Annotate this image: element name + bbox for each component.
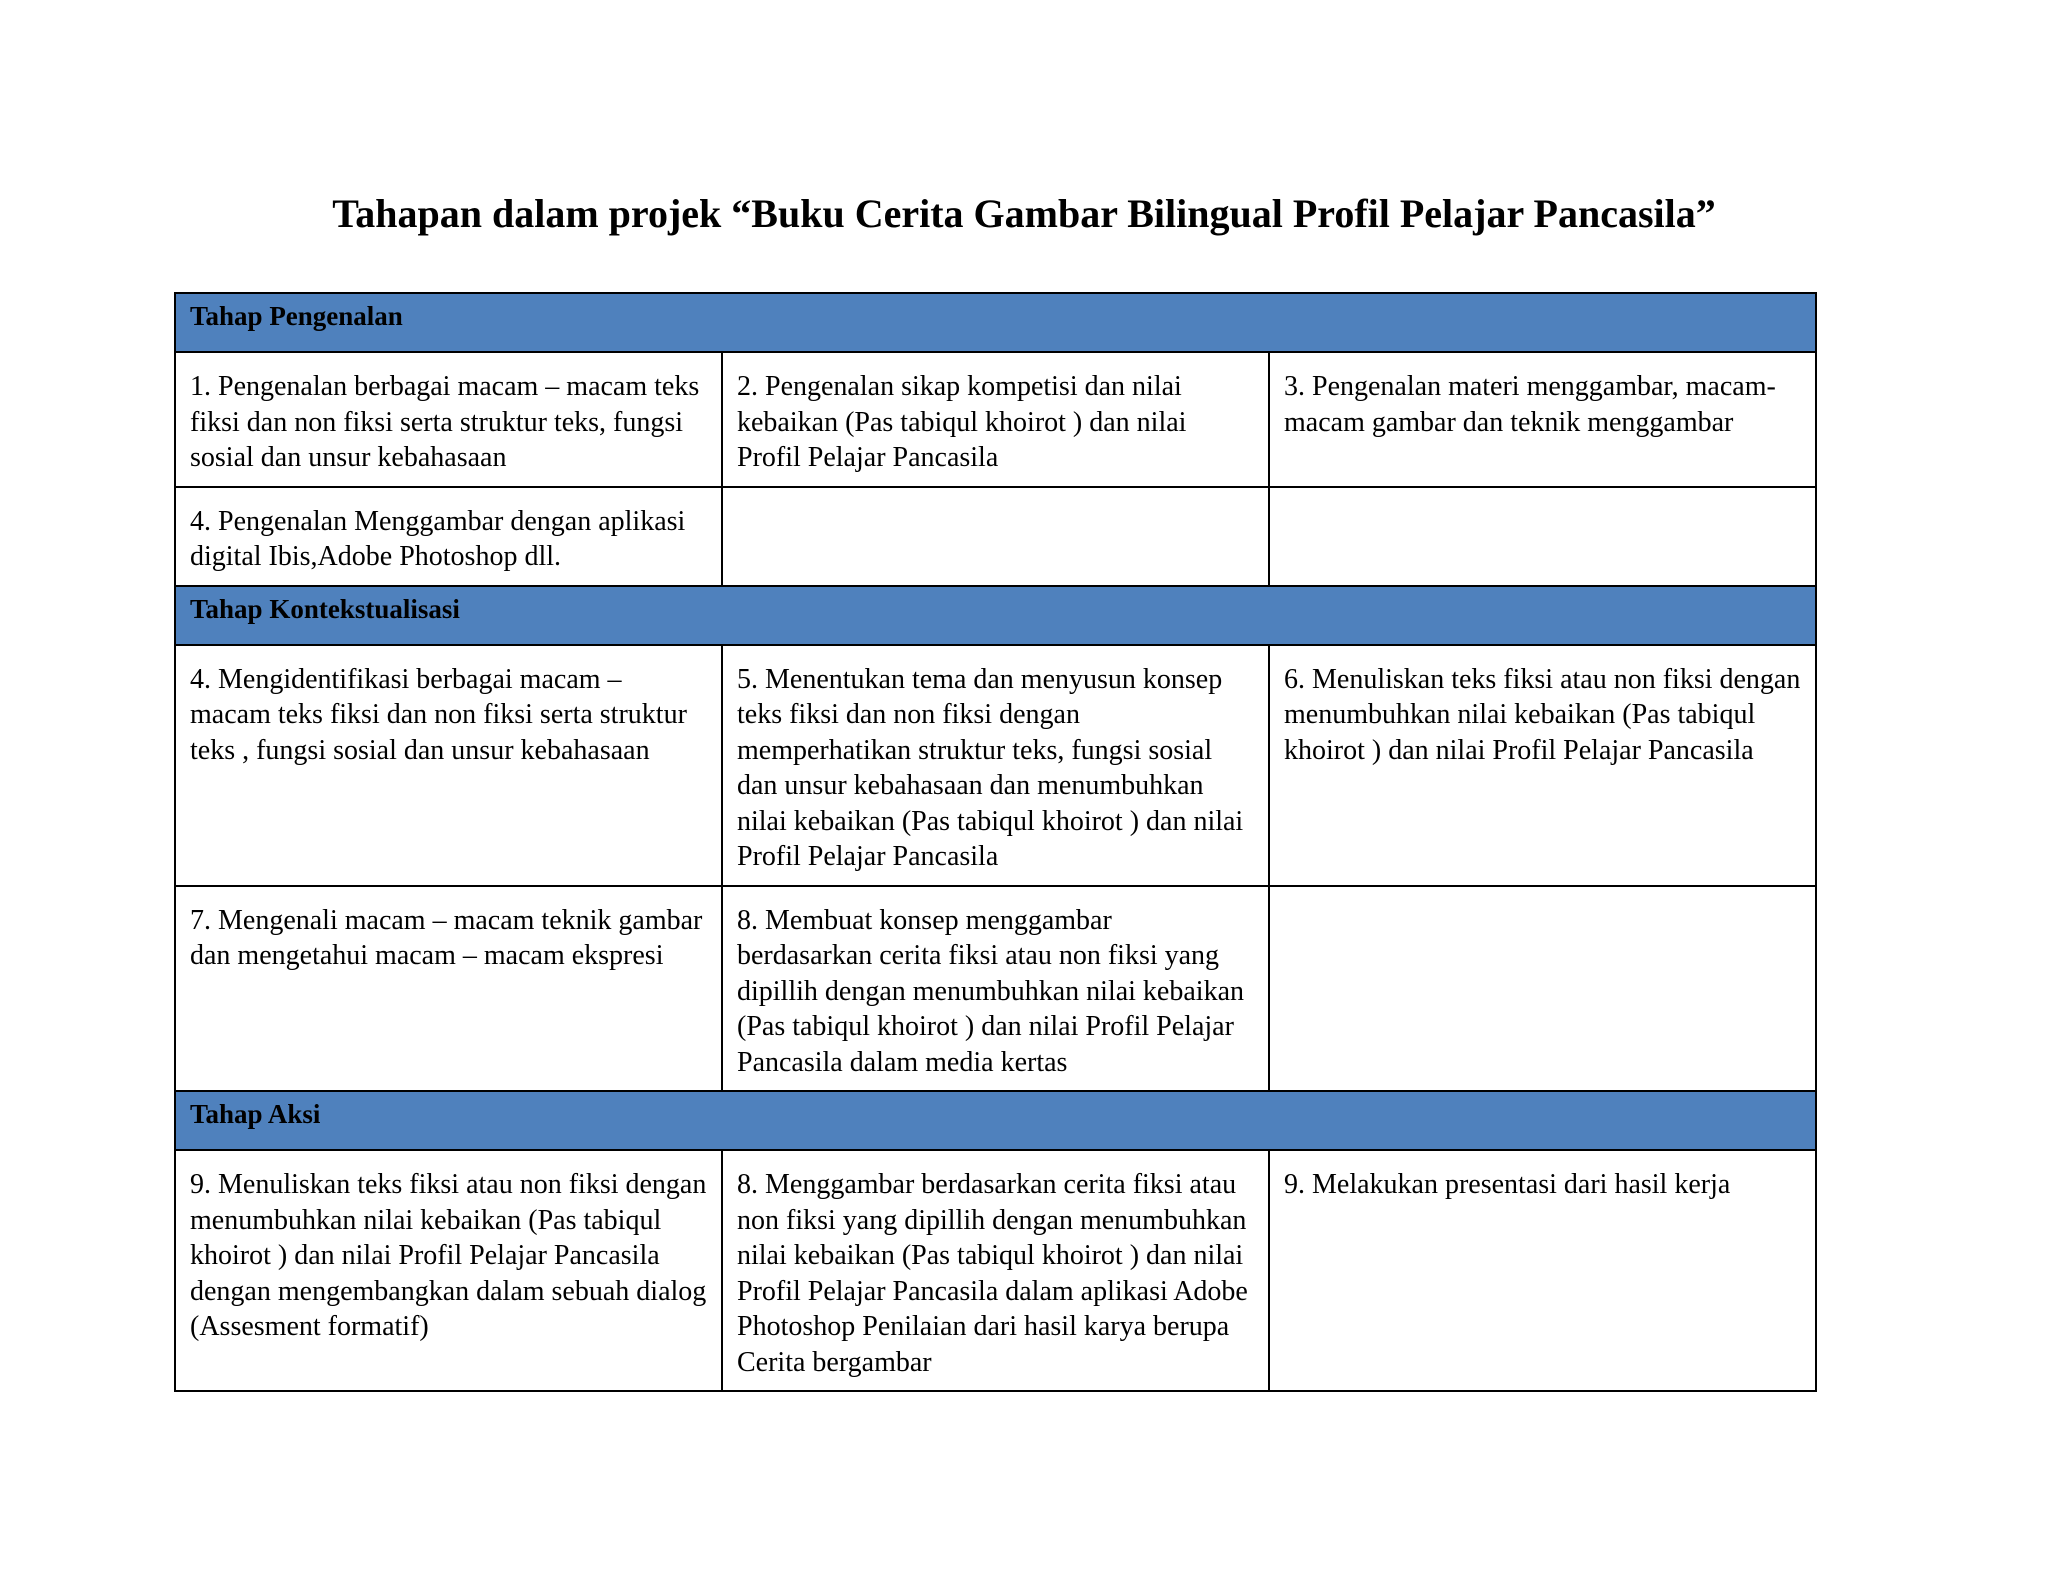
table-cell-empty: [1269, 487, 1816, 586]
table-row: [175, 886, 1816, 1092]
table-cell: 8. Membuat konsep menggambar berdasarkan cerita fiksi atau non fiksi yang dipillih dengan menumbuhkan nilai kebaikan (Pas tabiqul khoirot ) dan nilai Profil Pelajar Pancasila dalam media kertas: [722, 886, 1269, 1092]
table-row: [175, 645, 1816, 886]
table-cell-empty: [722, 487, 1269, 586]
table-row: [175, 1150, 1816, 1391]
table-cell: 8. Menggambar berdasarkan cerita fiksi atau non fiksi yang dipillih dengan menumbuhkan nilai kebaikan (Pas tabiqul khoirot ) dan nilai Profil Pelajar Pancasila dalam aplikasi Adobe Photoshop Penilaian dari hasil karya berupa Cerita bergambar: [722, 1150, 1269, 1391]
section-header-row: [175, 1091, 1816, 1150]
project-stages-table: [174, 292, 1817, 1392]
table-cell: 6. Menuliskan teks fiksi atau non fiksi dengan menumbuhkan nilai kebaikan (Pas tabiqul khoirot ) dan nilai Profil Pelajar Pancasila: [1269, 645, 1816, 886]
table-cell-empty: [1269, 886, 1816, 1092]
section-header-row: [175, 586, 1816, 645]
section-heading-kontekstualisasi: Tahap Kontekstualisasi: [175, 586, 1816, 645]
document-title: Tahapan dalam projek “Buku Cerita Gambar Bilingual Profil Pelajar Pancasila”: [332, 191, 1716, 236]
section-header-row: [175, 293, 1816, 352]
table-row: [175, 352, 1816, 487]
table-cell: 7. Mengenali macam – macam teknik gambar dan mengetahui macam – macam ekspresi: [175, 886, 722, 1092]
table-cell: 5. Menentukan tema dan menyusun konsep teks fiksi dan non fiksi dengan memperhatikan struktur teks, fungsi sosial dan unsur kebahasaan dan menumbuhkan nilai kebaikan (Pas tabiqul khoirot ) dan nilai Profil Pelajar Pancasila: [722, 645, 1269, 886]
section-heading-aksi: Tahap Aksi: [175, 1091, 1816, 1150]
table-cell: 3. Pengenalan materi menggambar, macam-macam gambar dan teknik menggambar: [1269, 352, 1816, 487]
table-cell: 9. Menuliskan teks fiksi atau non fiksi dengan menumbuhkan nilai kebaikan (Pas tabiqul khoirot ) dan nilai Profil Pelajar Pancasila dengan mengembangkan dalam sebuah dialog (Assesment formatif): [175, 1150, 722, 1391]
table-cell: 1. Pengenalan berbagai macam – macam teks fiksi dan non fiksi serta struktur teks, fungsi sosial dan unsur kebahasaan: [175, 352, 722, 487]
table-cell: 9. Melakukan presentasi dari hasil kerja: [1269, 1150, 1816, 1391]
section-heading-pengenalan: Tahap Pengenalan: [175, 293, 1816, 352]
table-cell: 2. Pengenalan sikap kompetisi dan nilai kebaikan (Pas tabiqul khoirot ) dan nilai Profil Pelajar Pancasila: [722, 352, 1269, 487]
table-row: [175, 487, 1816, 586]
table-cell: 4. Mengidentifikasi berbagai macam – macam teks fiksi dan non fiksi serta struktur teks , fungsi sosial dan unsur kebahasaan: [175, 645, 722, 886]
table-cell: 4. Pengenalan Menggambar dengan aplikasi digital Ibis,Adobe Photoshop dll.: [175, 487, 722, 586]
